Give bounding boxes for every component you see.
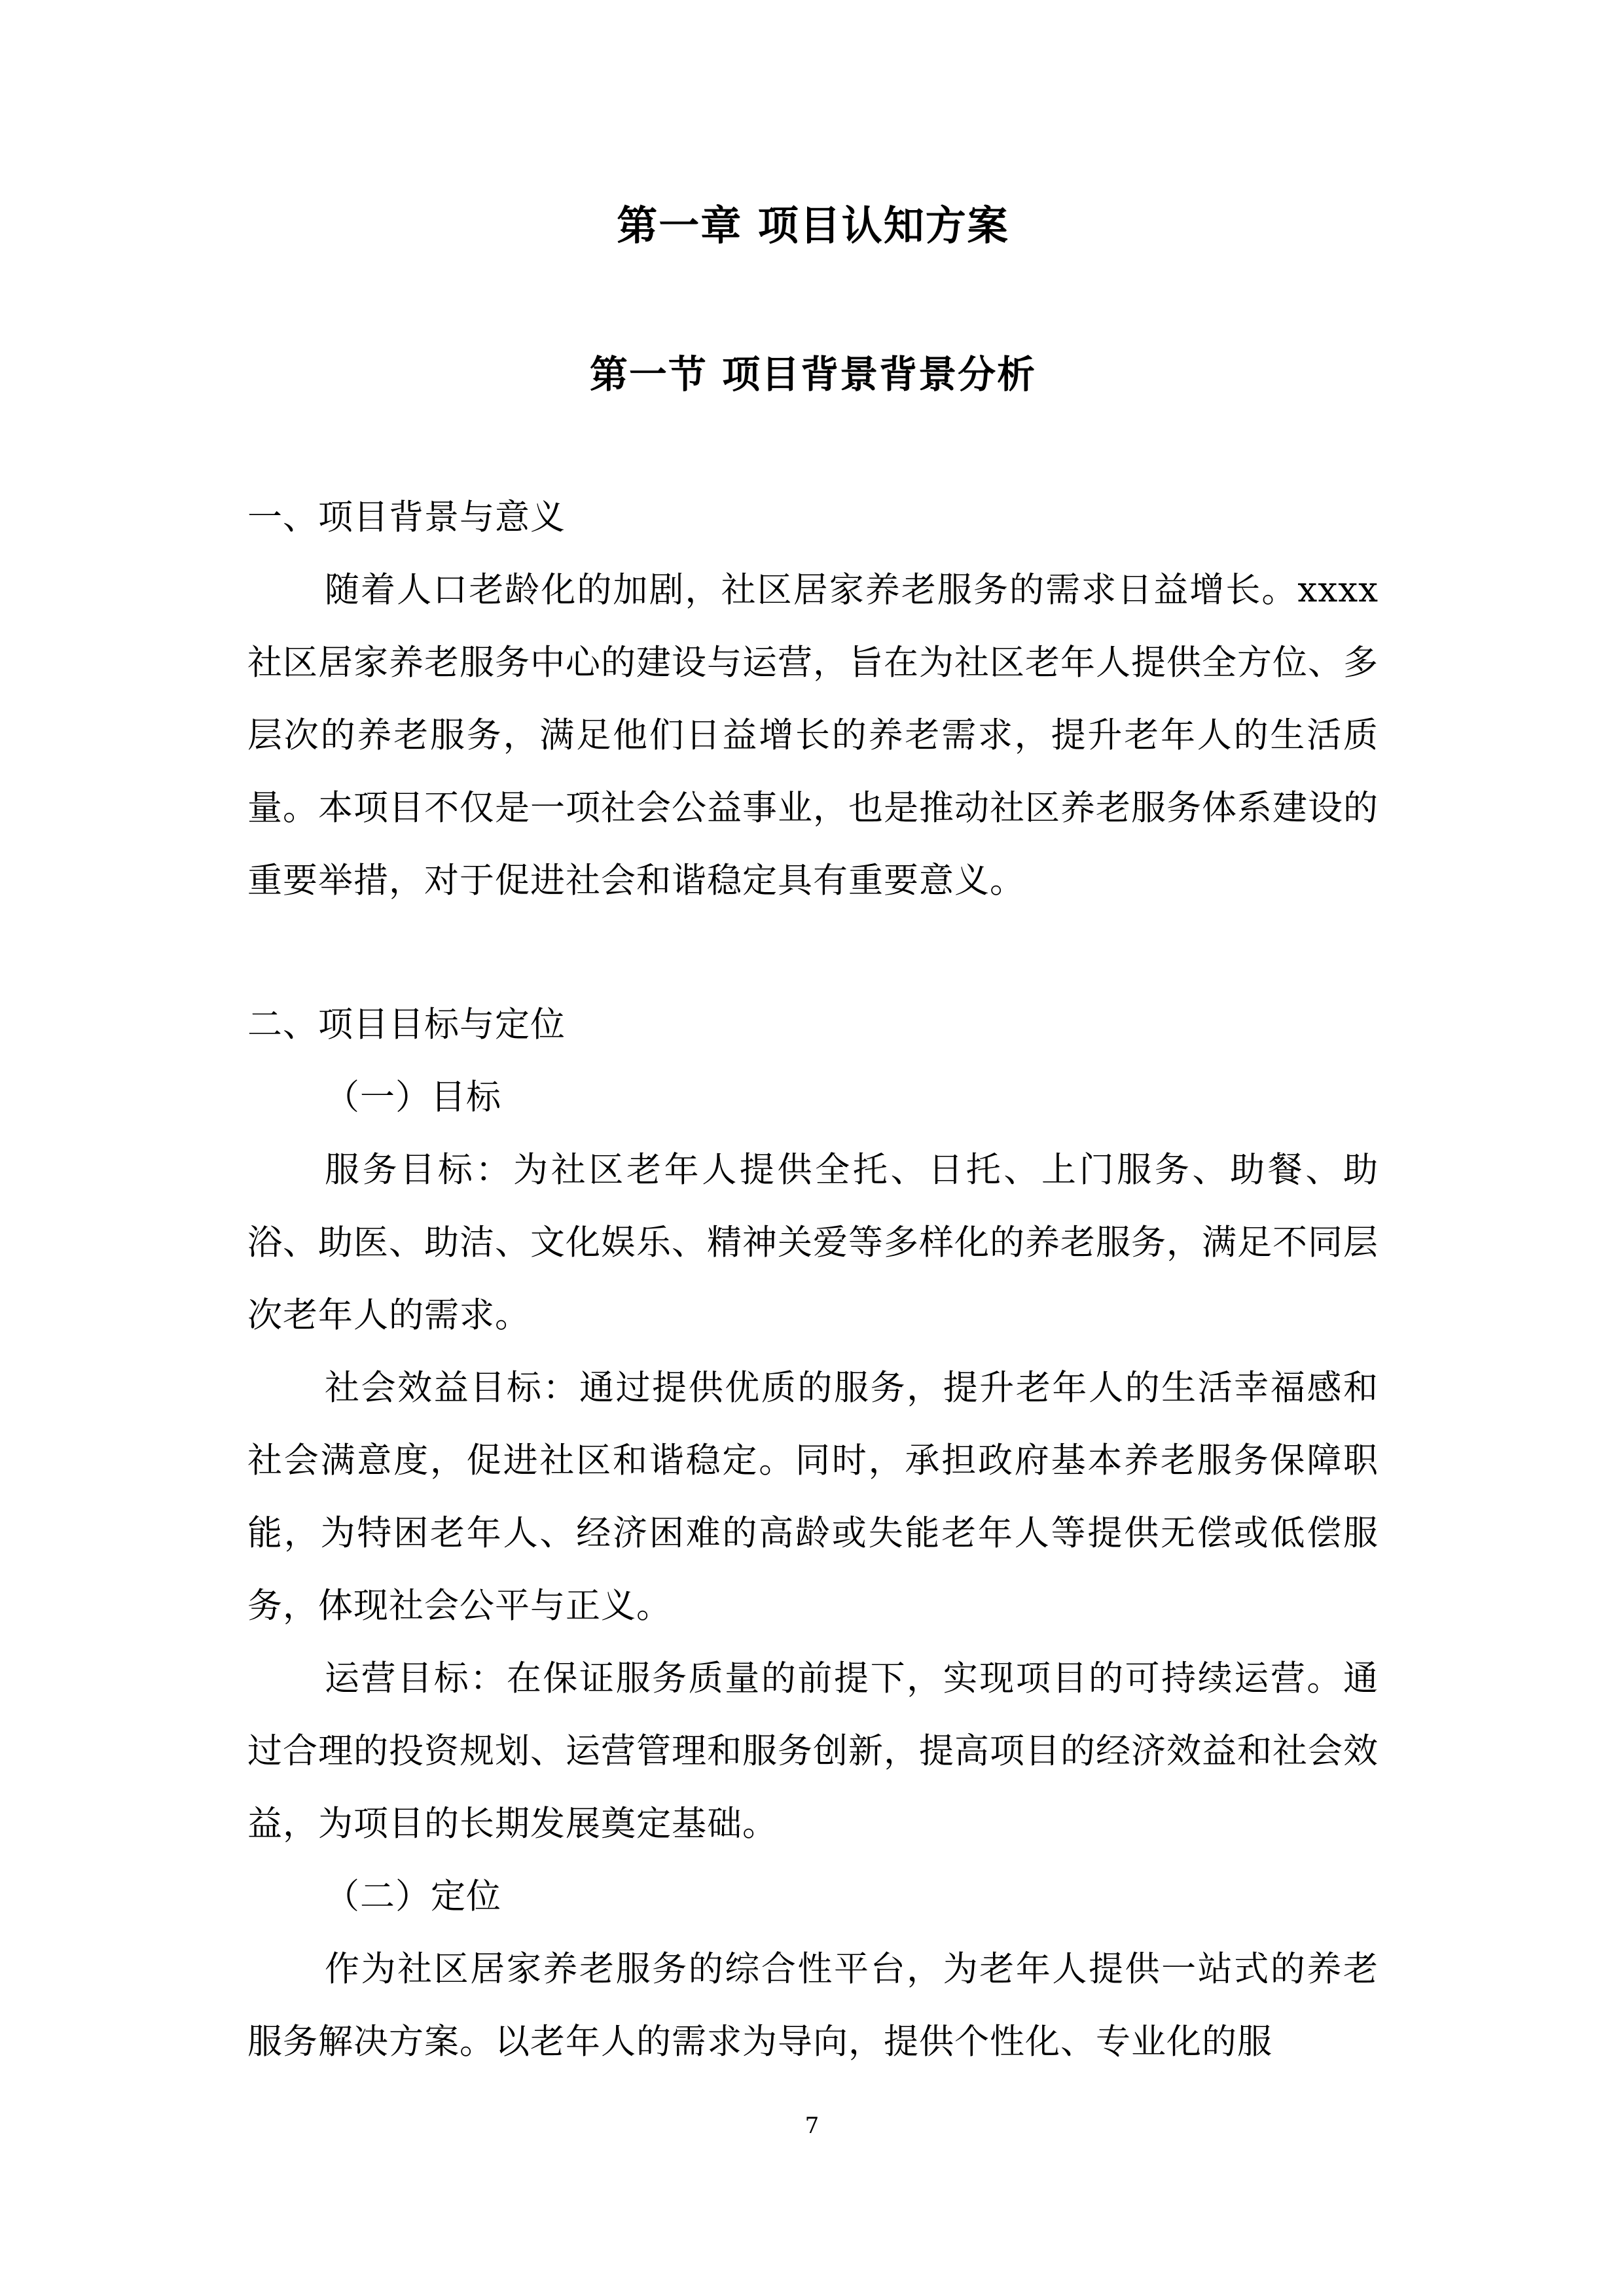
goals-subheading: （一）目标 [325,1077,501,1117]
part-2-block [247,988,1379,2078]
part-1-heading: 一、项目背景与意义 [247,497,566,537]
positioning-paragraph: 作为社区居家养老服务的综合性平台，为老年人提供一站式的养老服务解决方案。以老年人的需求为导向，提供个性化、专业化的服 [247,1949,1379,2062]
page-number: 7 [804,2113,820,2139]
section-title: 第一节 项目背景背景分析 [589,352,1037,397]
part-2-heading: 二、项目目标与定位 [247,1005,566,1045]
positioning-subheading: （二）定位 [325,1876,501,1916]
social-goal-paragraph: 社会效益目标：通过提供优质的服务，提升老年人的生活幸福感和社会满意度，促进社区和谐稳定。同时，承担政府基本养老服务保障职能，为特困老年人、经济困难的高龄或失能老年人等提供无偿或低偿服务，体现社会公平与正义。 [247,1368,1379,1626]
operation-goal-paragraph: 运营目标：在保证服务质量的前提下，实现项目的可持续运营。通过合理的投资规划、运营管理和服务创新，提高项目的经济效益和社会效益，为项目的长期发展奠定基础。 [247,1659,1379,1844]
service-goal-paragraph: 服务目标：为社区老年人提供全托、日托、上门服务、助餐、助浴、助医、助洁、文化娱乐、精神关爱等多样化的养老服务，满足不同层次老年人的需求。 [247,1150,1379,1335]
chapter-title: 第一章 项目认知方案 [617,202,1009,249]
background-paragraph: 随着人口老龄化的加剧，社区居家养老服务的需求日益增长。xxxx 社区居家养老服务中心的建设与运营，旨在为社区老年人提供全方位、多层次的养老服务，满足他们日益增长的养老需求，提升老年人的生活质量。本项目不仅是一项社会公益事业，也是推动社区养老服务体系建设的重要举措，对于促进社会和谐稳定具有重要意义。 [247,570,1379,901]
part-1-block [247,481,1379,917]
